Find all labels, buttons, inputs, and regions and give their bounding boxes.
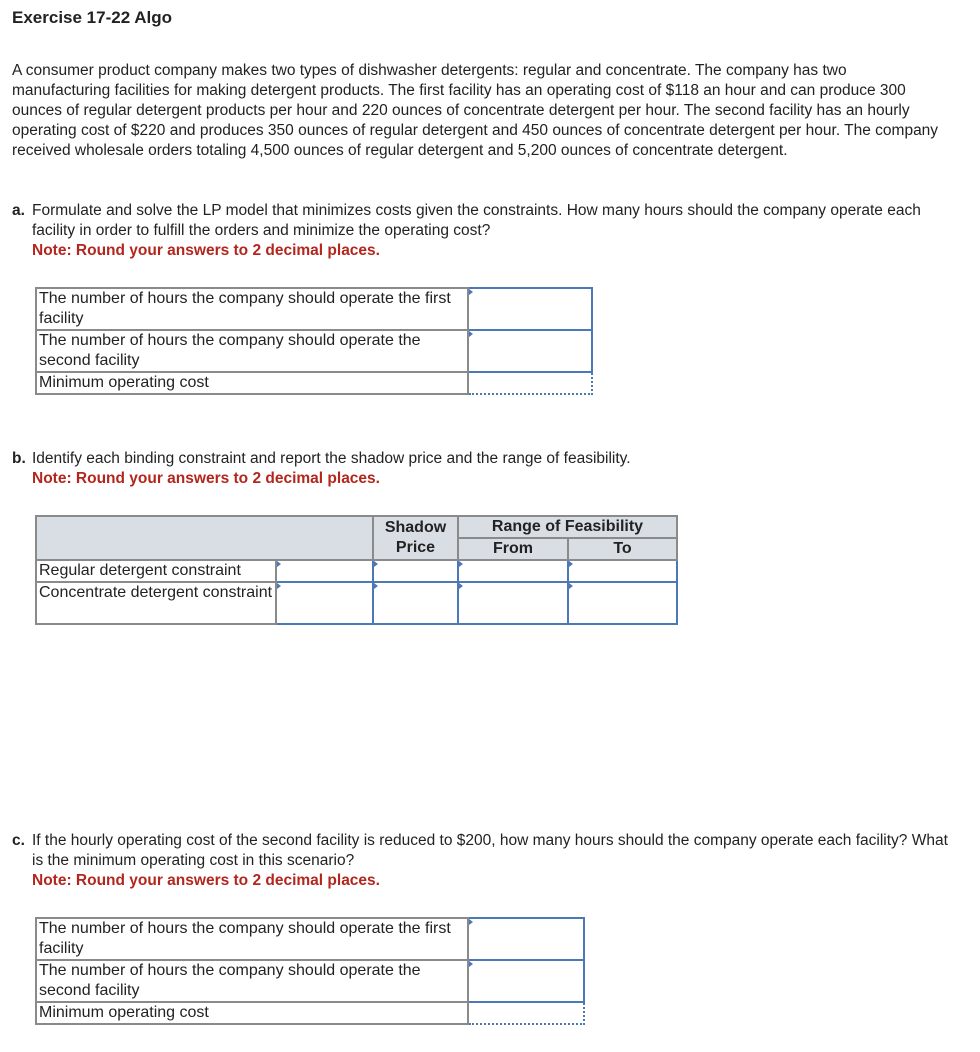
- part-a-label-cost: Minimum operating cost: [36, 372, 468, 394]
- range-header: Range of Feasibility: [458, 516, 677, 538]
- part-a-label-second: The number of hours the company should operate the second facility: [36, 330, 468, 372]
- concentrate-shadow-input[interactable]: [373, 582, 458, 624]
- regular-constraint-label: Regular detergent constraint: [36, 560, 276, 582]
- part-c-note: Note: Round your answers to 2 decimal places.: [32, 872, 380, 889]
- part-b-question: [12, 449, 952, 489]
- shadow-price-header: Shadow Price: [373, 516, 458, 560]
- part-a-note: Note: Round your answers to 2 decimal places.: [32, 242, 380, 259]
- part-c-cost-input[interactable]: [468, 1002, 584, 1024]
- concentrate-from-input[interactable]: [458, 582, 568, 624]
- part-a-letter: a.: [12, 202, 25, 219]
- part-b-note: Note: Round your answers to 2 decimal places.: [32, 470, 380, 487]
- part-c-letter: c.: [12, 832, 25, 849]
- part-c-first-hours-input[interactable]: [468, 918, 584, 960]
- part-c-label-first: The number of hours the company should operate the first facility: [36, 918, 468, 960]
- to-header: To: [568, 538, 677, 560]
- exercise-title: Exercise 17-22 Algo: [12, 8, 173, 27]
- part-c-question: [12, 831, 952, 891]
- problem-intro: A consumer product company makes two types of dishwasher detergents: regular and concentrate. The company has two manufacturing facilities for making detergent products. The first facility has an operating cost of $118 an hour and can produce 300 ounces of regular detergent products per hour and 220 ounces of concentrate detergent per hour. The second facility has an hourly operating cost of $220 and produces 350 ounces of regular detergent and 450 ounces of concentrate detergent per hour. The company received wholesale orders totaling 4,500 ounces of regular detergent and 5,200 ounces of concentrate detergent.: [12, 62, 939, 159]
- part-a-text: Formulate and solve the LP model that minimizes costs given the constraints. How many hours should the company operate each facility in order to fulfill the orders and minimize the operating cost?: [32, 202, 921, 239]
- part-a-label-first: The number of hours the company should operate the first facility: [36, 288, 468, 330]
- concentrate-to-input[interactable]: [568, 582, 677, 624]
- regular-binding-input[interactable]: [276, 560, 373, 582]
- regular-to-input[interactable]: [568, 560, 677, 582]
- part-a-second-hours-input[interactable]: [468, 330, 592, 372]
- part-a-table: [35, 287, 593, 395]
- part-c-second-hours-input[interactable]: [468, 960, 584, 1002]
- part-b-table: [35, 515, 678, 625]
- regular-from-input[interactable]: [458, 560, 568, 582]
- regular-shadow-input[interactable]: [373, 560, 458, 582]
- concentrate-constraint-label: Concentrate detergent constraint: [36, 582, 276, 624]
- part-a-question: [12, 201, 952, 261]
- part-c-label-second: The number of hours the company should operate the second facility: [36, 960, 468, 1002]
- concentrate-binding-input[interactable]: [276, 582, 373, 624]
- part-b-letter: b.: [12, 450, 26, 467]
- part-c-label-cost: Minimum operating cost: [36, 1002, 468, 1024]
- part-c-table: [35, 917, 585, 1025]
- from-header: From: [458, 538, 568, 560]
- part-b-text: Identify each binding constraint and report the shadow price and the range of feasibility.: [32, 450, 631, 467]
- part-a-cost-input[interactable]: [468, 372, 592, 394]
- part-c-text: If the hourly operating cost of the second facility is reduced to $200, how many hours should the company operate each facility? What is the minimum operating cost in this scenario?: [32, 832, 948, 869]
- part-a-first-hours-input[interactable]: [468, 288, 592, 330]
